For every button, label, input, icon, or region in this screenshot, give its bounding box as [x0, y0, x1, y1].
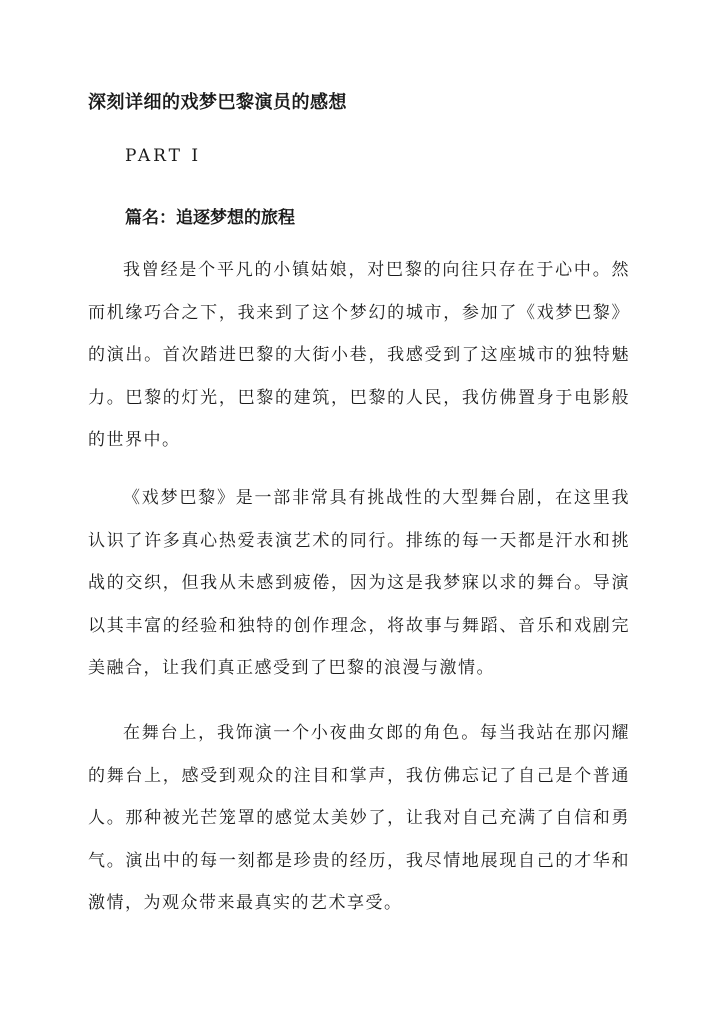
paragraph: 我曾经是个平凡的小镇姑娘，对巴黎的向往只存在于心中。然而机缘巧合之下，我来到了这个梦幻的城市，参加了《戏梦巴黎》的演出。首次踏进巴黎的大街小巷，我感受到了这座城市的独特魅力。巴黎的灯光，巴黎的建筑，巴黎的人民，我仿佛置身于电影般的世界中。 [88, 260, 630, 451]
paragraph: 在舞台上，我饰演一个小夜曲女郎的角色。每当我站在那闪耀的舞台上，感受到观众的注目和掌声，我仿佛忘记了自己是个普通人。那种被光芒笼罩的感觉太美妙了，让我对自己充满了自信和勇气。演出中的每一刻都是珍贵的经历，我尽情地展现自己的才华和激情，为观众带来最真实的艺术享受。 [88, 723, 630, 914]
document-title: 深刻详细的戏梦巴黎演员的感想 [88, 92, 347, 113]
paragraph: 《戏梦巴黎》是一部非常具有挑战性的大型舞台剧，在这里我认识了许多真心热爱表演艺术的同行。排练的每一天都是汗水和挑战的交织，但我从未感到疲倦，因为这是我梦寐以求的舞台。导演以其丰富的经验和独特的创作理念，将故事与舞蹈、音乐和戏剧完美融合，让我们真正感受到了巴黎的浪漫与激情。 [88, 488, 630, 679]
part-heading: PART I [125, 146, 202, 166]
chapter-title: 篇名：追逐梦想的旅程 [125, 208, 295, 228]
